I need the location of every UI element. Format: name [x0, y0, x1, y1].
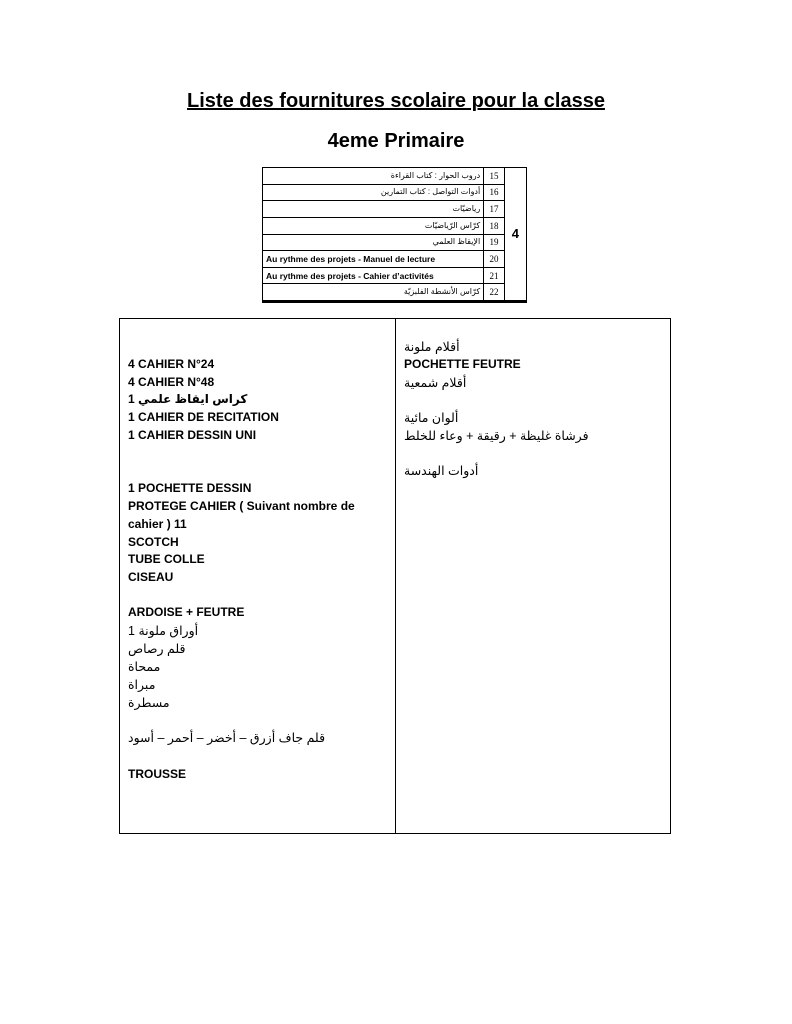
book-title: Au rythme des projets - Manuel de lecture [263, 251, 484, 268]
supply-item: POCHETTE FEUTRE [404, 357, 521, 371]
supplies-table [119, 318, 671, 834]
book-row [263, 201, 527, 218]
book-row [263, 267, 527, 284]
supply-item: cahier ) 11 [128, 517, 187, 531]
supply-item: SCOTCH [128, 535, 179, 549]
book-title: رياضيّات [263, 201, 484, 218]
book-row [263, 168, 527, 185]
supply-item: 1 CAHIER DESSIN UNI [128, 428, 257, 442]
book-title: الإيقاظ العلمي [263, 234, 484, 251]
book-title: دروب الحوار : كتاب القراءة [263, 168, 484, 185]
supplies-left-column [120, 319, 396, 833]
book-number: 18 [484, 217, 505, 234]
supply-item: PROTEGE CAHIER ( Suivant nombre de [128, 499, 355, 513]
supply-item: CISEAU [128, 570, 174, 584]
supplies-right-column [396, 319, 671, 833]
supply-item: 1 CAHIER DE RECITATION [128, 410, 279, 424]
supply-item: مسطرة [128, 696, 170, 710]
book-row [263, 251, 527, 268]
supply-item: ممحاة [128, 660, 161, 674]
book-number: 19 [484, 234, 505, 251]
book-number: 17 [484, 201, 505, 218]
book-title: Au rythme des projets - Cahier d’activités [263, 267, 484, 284]
book-row [263, 184, 527, 201]
books-table [262, 167, 527, 301]
class-subtitle: 4eme Primaire [327, 130, 465, 152]
supply-item: أدوات الهندسة [404, 464, 479, 478]
book-number: 20 [484, 251, 505, 268]
supply-item: مبراة [128, 678, 156, 692]
books-table-bottom-rule [262, 301, 527, 303]
book-title: كرّاس الرّياضيّات [263, 217, 484, 234]
book-title: كرّاس الأنشطة الفلبزيّة [263, 284, 484, 301]
book-number: 22 [484, 284, 505, 301]
supply-item: قلم رصاص [128, 642, 186, 656]
book-title: أدوات التواصل : كتاب التمارين [263, 184, 484, 201]
supply-item: 4 CAHIER N°48 [128, 375, 215, 389]
supply-item: 4 CAHIER N°24 [128, 357, 215, 371]
book-number: 15 [484, 168, 505, 185]
supply-item: قلم جاف أزرق – أخضر – أحمر – أسود [128, 731, 326, 745]
supply-item: 1 أوراق ملونة [128, 624, 199, 638]
supply-item: TROUSSE [128, 767, 187, 781]
book-number: 16 [484, 184, 505, 201]
supply-item: أقلام شمعية [404, 376, 467, 390]
book-row [263, 217, 527, 234]
supply-item: فرشاة غليظة + رقيقة + وعاء للخلط [404, 429, 589, 443]
supply-item: ARDOISE + FEUTRE [128, 605, 245, 619]
book-row [263, 284, 527, 301]
supply-item: أقلام ملونة [404, 340, 460, 354]
supply-item: 1 كراس ايقاظ علمي [128, 392, 248, 406]
supply-item: ألوان مائية [404, 411, 459, 425]
page-title: Liste des fournitures scolaire pour la classe [187, 90, 605, 112]
book-row [263, 234, 527, 251]
book-number: 21 [484, 267, 505, 284]
grade-cell: 4 [504, 168, 526, 301]
supply-item: TUBE COLLE [128, 552, 205, 566]
supply-item: 1 POCHETTE DESSIN [128, 481, 252, 495]
